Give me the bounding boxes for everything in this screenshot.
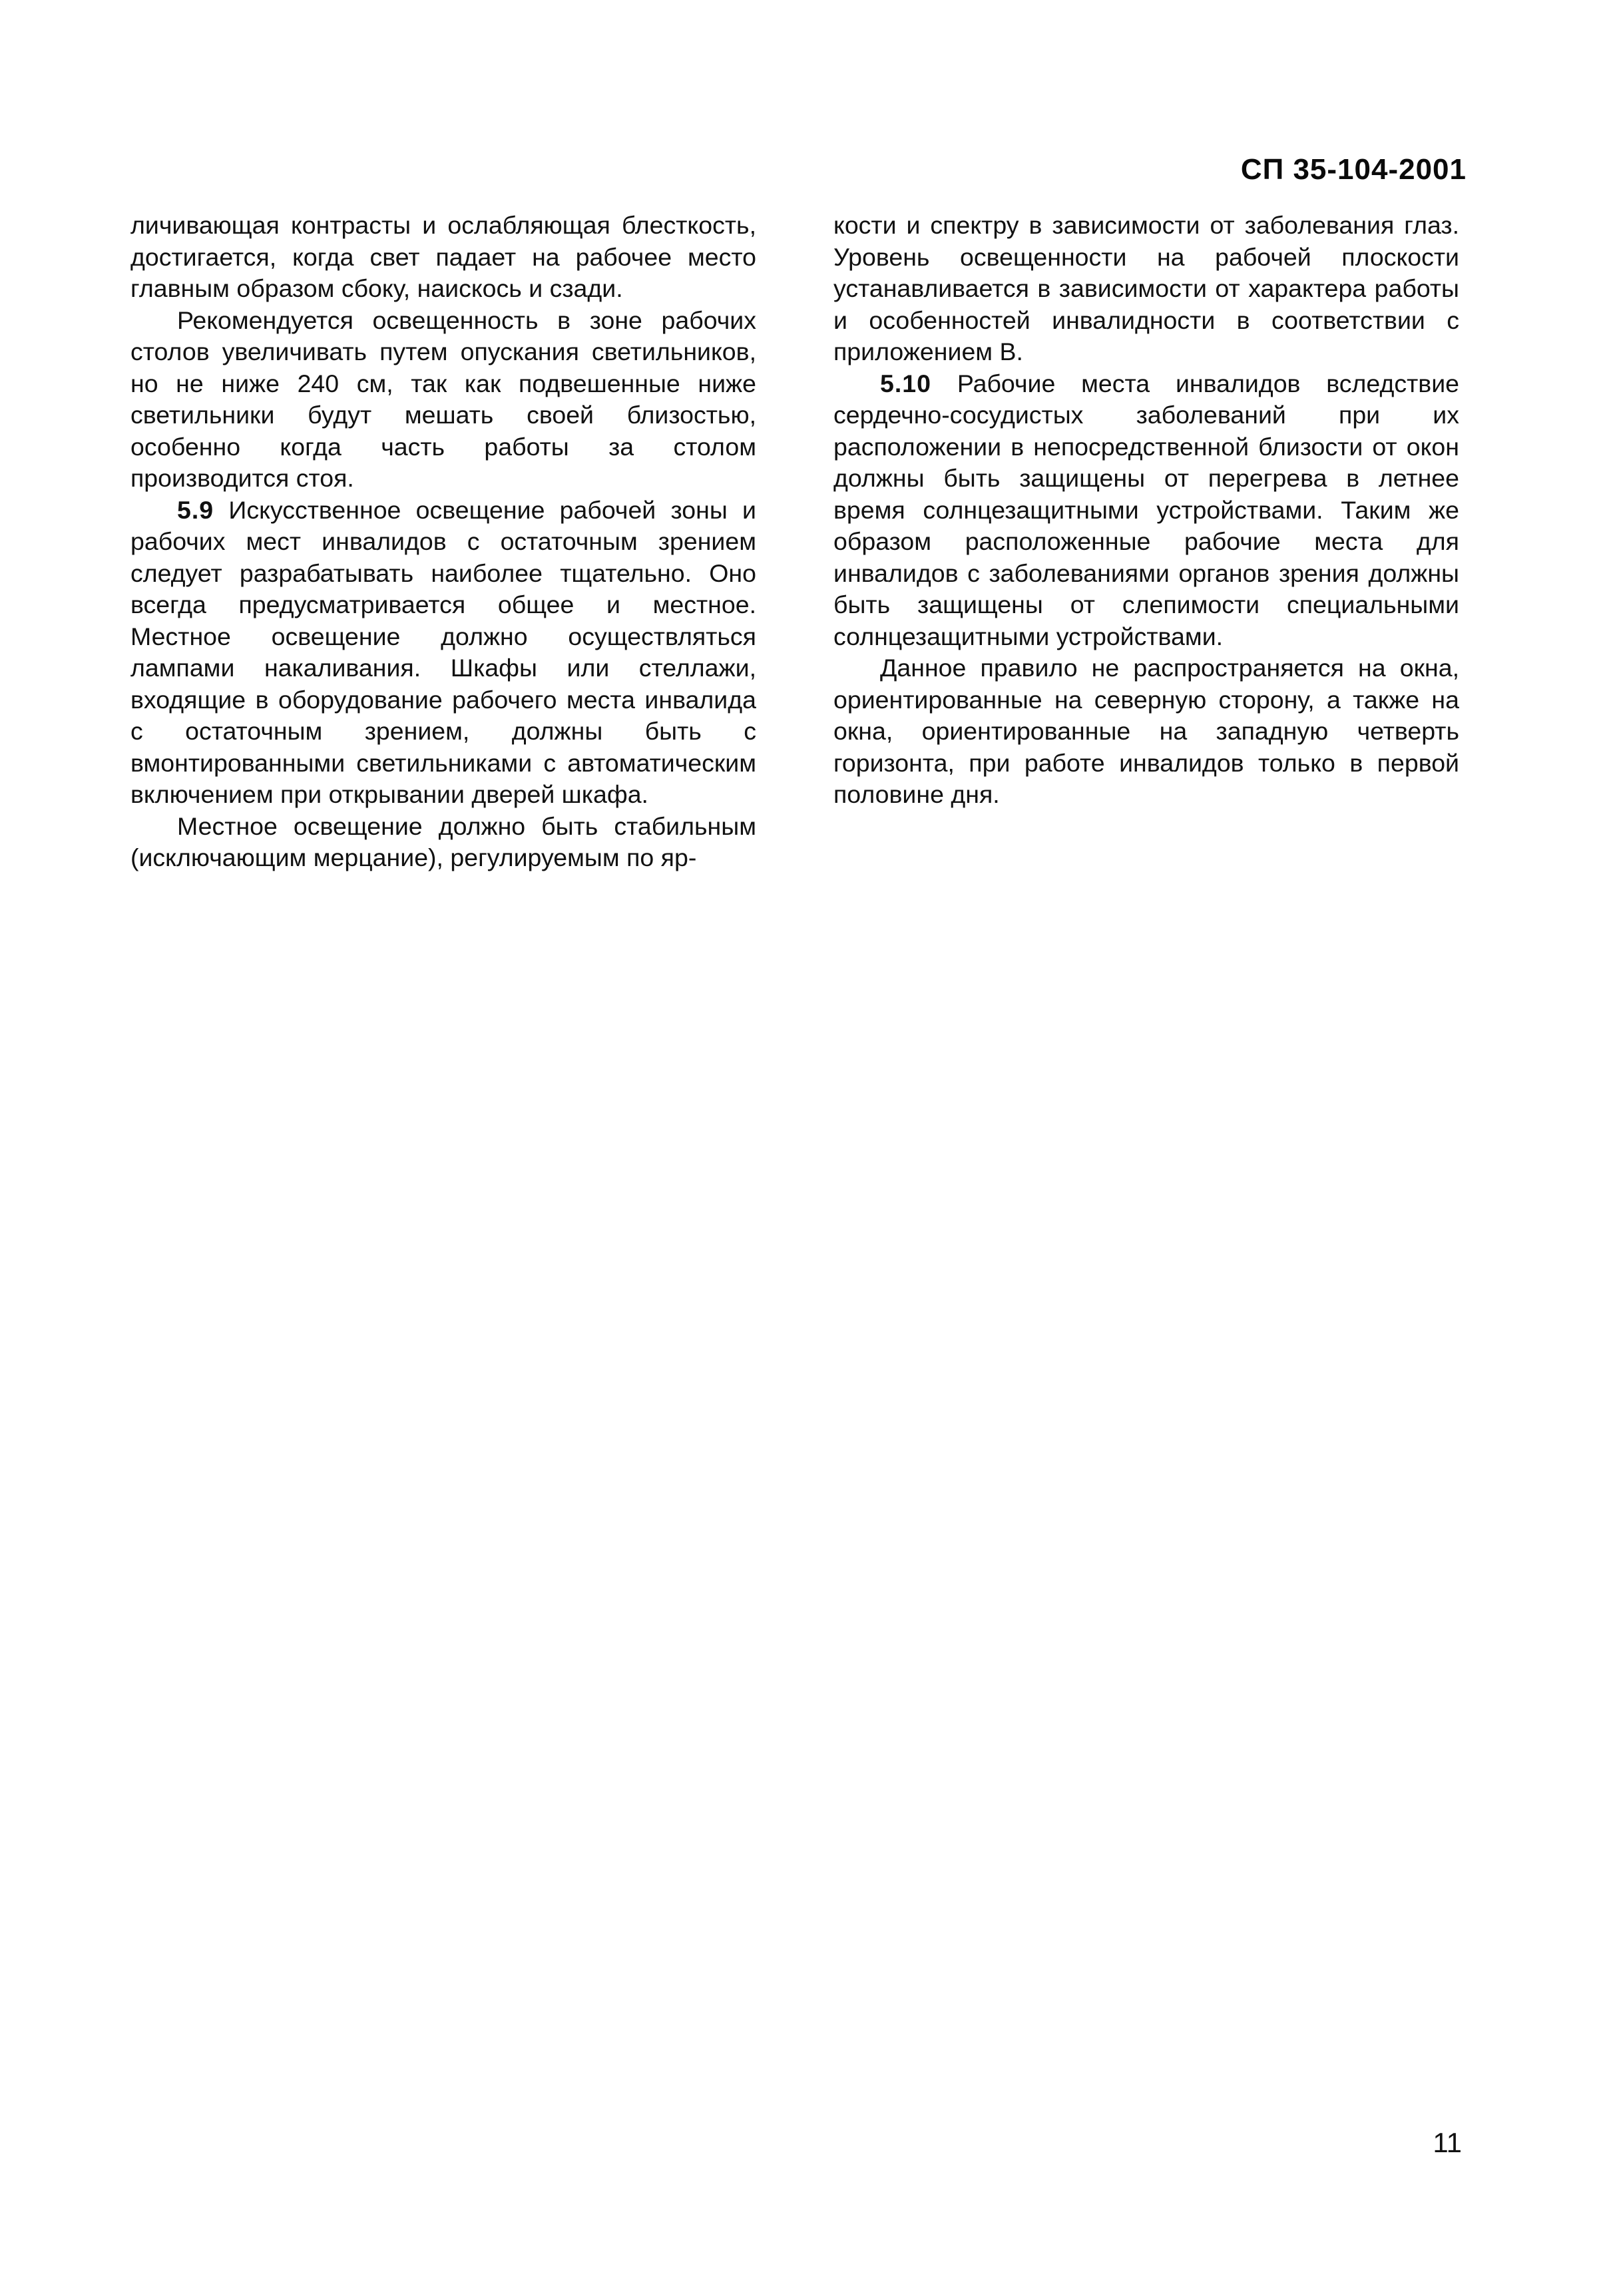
paragraph-5-9 [130, 495, 756, 811]
paragraph-exception: Данное правило не распространяется на окна, ориентированные на северную сторону, а также на окна, ориентированные на западную четверть горизонта, при работе инвалидов только в первой половине дня. [833, 654, 1459, 808]
paragraph-5-10 [833, 368, 1459, 653]
clause-text: Рабочие места инвалидов вследствие сердечно-сосудистых заболеваний при их расположении в непосредственной близости от окон должны быть защищены от перегрева в летнее время солнцезащитными устройствами. Таким же образом расположенные рабочие места для инвалидов с заболеваниями органов зрения должны быть защищены от слепимости специальными солнцезащитными устройствами. [833, 369, 1459, 650]
paragraph-lighting-recommendation: Рекомендуется освещенность в зоне рабочих столов увеличивать путем опускания светильников, но не ниже 240 см, так как подвешенные ниже светильники будут мешать своей близостью, особенно когда часть работы за столом производится стоя. [130, 306, 756, 492]
clause-text: Искусственное освещение рабочей зоны и рабочих мест инвалидов с остаточным зрением следует разрабатывать наиболее тщательно. Оно всегда предусматривается общее и местное. Местное освещение должно осуществляться лампами накаливания. Шкафы или стеллажи, входящие в оборудование рабочего места инвалида с остаточным зрением, должны быть с вмонтированными светильниками с автоматическим включением при открывании дверей шкафа. [130, 495, 756, 808]
right-column [833, 210, 1459, 811]
paragraph-continuation-right: кости и спектру в зависимости от заболевания глаз. Уровень освещенности на рабочей плоскости устанавливается в зависимости от характера работы и особенностей инвалидности в соответствии с приложением В. [833, 211, 1459, 365]
document-code: СП 35-104-2001 [1240, 153, 1467, 186]
paragraph-continuation: личивающая контрасты и ослабляющая блесткость, достигается, когда свет падает на рабочее место главным образом сбоку, наискось и сзади. [130, 211, 756, 302]
clause-number: 5.9 [177, 495, 214, 524]
clause-number: 5.10 [880, 369, 931, 397]
left-column [130, 210, 756, 874]
paragraph-local-lighting: Местное освещение должно быть стабильным (исключающим мерцание), регулируемым по яр- [130, 811, 756, 871]
page-number: 11 [1433, 2127, 1462, 2158]
